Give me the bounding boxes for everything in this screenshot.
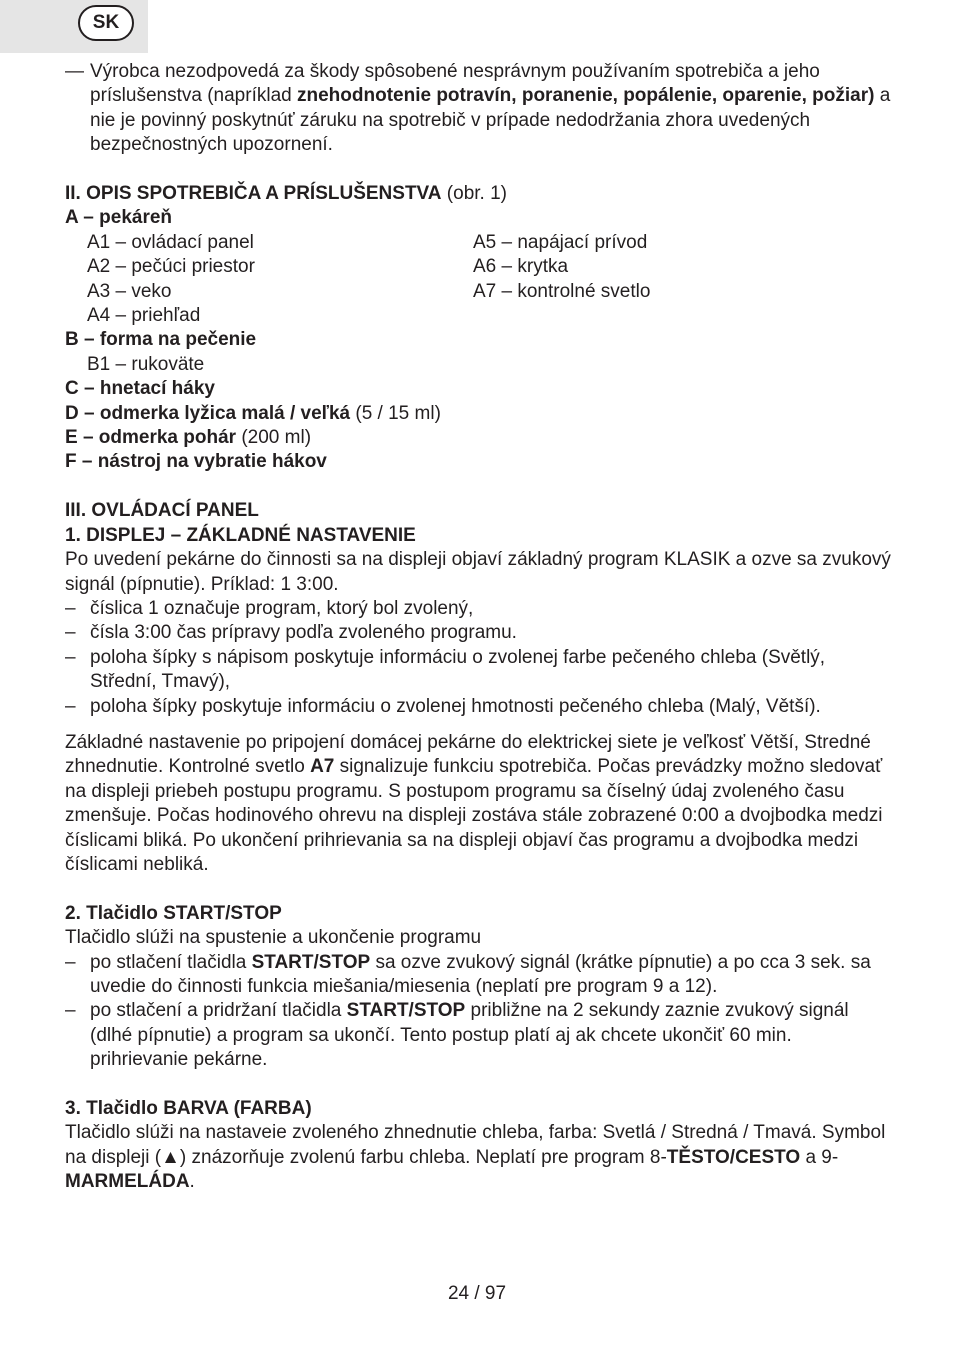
section-heading-control-panel: III. OVLÁDACÍ PANEL (65, 500, 259, 522)
list-item: A5 – napájací prívod (473, 231, 648, 253)
part-b-label: B – forma na pečenie (65, 329, 257, 351)
section-heading-description: II. OPIS SPOTREBIČA A PRÍSLUŠENSTVA (obr. 1) (65, 183, 508, 205)
part-f-label: F – nástroj na vybratie hákov (65, 451, 327, 473)
part-a-list (65, 231, 895, 329)
list-item: – čísla 3:00 čas prípravy podľa zvoleného programu. (65, 622, 517, 644)
list-item: – po stlačení a pridržaní tlačidla START/STOP približne na 2 sekundy zaznie zvukový signál (dlhé pípnutie) a program sa ukončí. Tento postup platí aj ak chcete ukončiť 60 min. prihrievanie pekárne. (65, 1000, 849, 1071)
list-item: A2 – pečúci priestor (87, 256, 255, 278)
page-number: 24 / 97 (447, 1283, 507, 1304)
part-b1-item: B1 – rukoväte (87, 353, 205, 375)
page-content (65, 60, 895, 1195)
part-a-column-2 (473, 231, 893, 329)
part-c-label: C – hnetací háky (65, 378, 215, 400)
part-a-label: A – pekáreň (65, 207, 173, 229)
part-d-label: D – odmerka lyžica malá / veľká (5 / 15 ml) (65, 402, 441, 424)
paragraph-color-button: Tlačidlo slúži na nastaveie zvoleného zhnednutie chleba, farba: Svetlá / Stredná / Tmavá. Symbol na displeji (▲) znázorňuje zvolenú farbu chleba. Neplatí pre program 8-TĚSTO/CESTO a 9-MARMELÁDA. (65, 1122, 886, 1193)
list-item: A6 – krytka (473, 256, 569, 278)
language-badge: SK (78, 5, 134, 41)
list-item: – po stlačení tlačidla START/STOP sa ozve zvukový signál (krátke pípnutie) a po cca 3 sek. sa uvedie do činnosti funkcia miešania/miesenia (neplatí pre program 9 a 12). (65, 951, 871, 997)
list-item: – číslica 1 označuje program, ktorý bol zvolený, (65, 597, 474, 619)
language-tab (0, 0, 148, 53)
list-item: A1 – ovládací panel (87, 231, 254, 253)
part-a-column-1 (65, 231, 473, 329)
list-item: A7 – kontrolné svetlo (473, 280, 651, 302)
list-item: A4 – priehľad (87, 305, 201, 327)
list-item: – poloha šípky poskytuje informáciu o zvolenej hmotnosti pečeného chleba (Malý, Větší). (65, 695, 821, 717)
intro-paragraph: — Výrobca nezodpovedá za škody spôsobené nesprávnym používaním spotrebiča a jeho príslušenstva (napríklad znehodnotenie potravín, poranenie, popálenie, oparenie, požiar) a nie je povinný poskytnúť záruku na spotrebič v prípade nedodržania zhora uvedených bezpečnostných upozornení. (65, 60, 895, 158)
subheading-display: 1. DISPLEJ – ZÁKLADNÉ NASTAVENIE (65, 524, 416, 546)
em-dash-marker: — (65, 61, 84, 82)
subheading-color-button: 3. Tlačidlo BARVA (FARBA) (65, 1098, 312, 1119)
paragraph-display-intro: Po uvedení pekárne do činnosti sa na displeji objaví základný program KLASIK a ozve sa zvukový signál (pípnutie). Príklad: 1 3:00. (65, 549, 891, 595)
paragraph-default-settings: Základné nastavenie po pripojení domácej pekárne do elektrickej siete je veľkosť Větší, Stredné zhnednutie. Kontrolné svetlo A7 signalizuje funkciu spotrebiča. Počas prevádzky možno sledovať na displeji priebeh postupu programu. S postupom programu sa číselný údaj zvoleného času zmenšuje. Počas hodinového ohrevu na displeji zostáva stále zobrazené 0:00 a dvojbodka medzi číslicami bliká. Po ukončení prihrievania sa na displeji objaví čas programu a dvojbodka medzi číslicami nebliká. (65, 731, 883, 875)
paragraph-start-stop: Tlačidlo slúži na spustenie a ukončenie programu (65, 927, 482, 949)
list-item: – poloha šípky s nápisom poskytuje informáciu o zvolenej farbe pečeného chleba (Světlý, Střední, Tmavý), (65, 646, 826, 693)
subheading-start-stop: 2. Tlačidlo START/STOP (65, 902, 282, 924)
list-item: A3 – veko (87, 280, 172, 302)
part-e-label: E – odmerka pohár (200 ml) (65, 427, 312, 449)
